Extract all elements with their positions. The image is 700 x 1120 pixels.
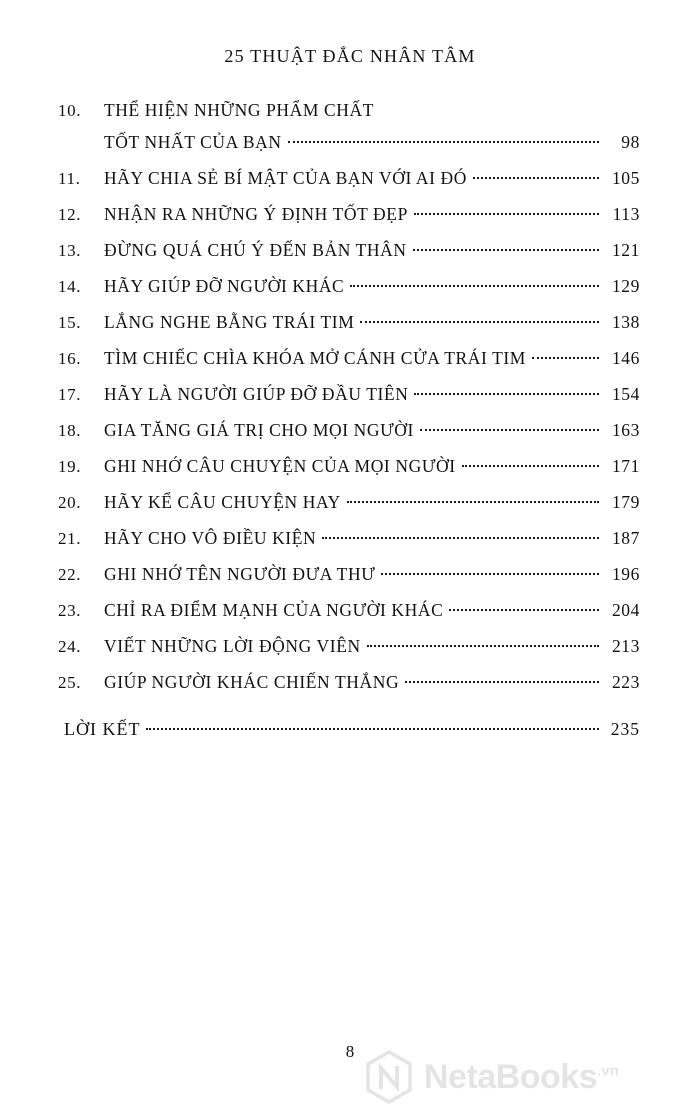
toc-entry[interactable] — [58, 564, 640, 585]
toc-page-number: 196 — [611, 564, 640, 584]
toc-entry-closing[interactable] — [58, 719, 640, 740]
leader-dots — [449, 609, 599, 611]
toc-page-number: 223 — [611, 672, 640, 692]
toc-page-number: 129 — [611, 276, 640, 296]
toc-number: 17. — [58, 385, 82, 404]
toc-page-number: 154 — [611, 384, 640, 404]
leader-dots — [462, 465, 599, 467]
toc-page-number: 138 — [611, 312, 640, 332]
toc-number: 19. — [58, 457, 82, 476]
toc-line — [104, 132, 640, 153]
toc-body — [104, 564, 640, 585]
toc-entry[interactable] — [58, 276, 640, 297]
toc-title: GIA TĂNG GIÁ TRỊ CHO MỌI NGƯỜI — [104, 420, 414, 440]
toc-page-number: 146 — [611, 348, 640, 368]
toc-number: 24. — [58, 637, 82, 656]
toc-body — [104, 636, 640, 657]
toc-number: 13. — [58, 241, 82, 260]
toc-number: 12. — [58, 205, 82, 224]
toc-entry[interactable] — [58, 100, 640, 153]
toc-entry[interactable] — [58, 528, 640, 549]
toc-page-number: 121 — [611, 240, 640, 260]
toc-title: HÃY CHO VÔ ĐIỀU KIỆN — [104, 528, 317, 548]
toc-number: 23. — [58, 601, 82, 620]
toc-body — [104, 456, 640, 477]
toc-line — [104, 420, 640, 441]
leader-dots — [347, 501, 599, 503]
toc-entry[interactable] — [58, 636, 640, 657]
toc-number: 18. — [58, 421, 82, 440]
toc-entry[interactable] — [58, 348, 640, 369]
toc-body — [104, 420, 640, 441]
toc-number: 15. — [58, 313, 82, 332]
toc-line — [104, 100, 640, 121]
toc-title: VIẾT NHỮNG LỜI ĐỘNG VIÊN — [104, 636, 361, 656]
toc-title: HÃY GIÚP ĐỠ NGƯỜI KHÁC — [104, 276, 345, 296]
toc-line — [104, 204, 640, 225]
toc-title: HÃY LÀ NGƯỜI GIÚP ĐỠ ĐẦU TIÊN — [104, 384, 409, 404]
toc-entry[interactable] — [58, 204, 640, 225]
toc-title-continued: TỐT NHẤT CỦA BẠN — [104, 132, 282, 152]
toc-number: 10. — [58, 101, 82, 120]
watermark-text — [424, 1058, 619, 1097]
toc-number: 21. — [58, 529, 82, 548]
leader-dots — [405, 681, 599, 683]
toc-title: TÌM CHIẾC CHÌA KHÓA MỞ CÁNH CỬA TRÁI TIM — [104, 348, 526, 368]
toc-body — [104, 204, 640, 225]
toc-number: 16. — [58, 349, 82, 368]
toc-line — [58, 719, 640, 740]
toc-page-number: 171 — [611, 456, 640, 476]
leader-dots — [420, 429, 599, 431]
leader-dots — [360, 321, 599, 323]
toc-entry[interactable] — [58, 240, 640, 261]
toc-title: LỜI KẾT — [64, 719, 141, 739]
toc-body — [58, 719, 640, 740]
toc-entry[interactable] — [58, 492, 640, 513]
leader-dots — [381, 573, 599, 575]
toc-title: ĐỪNG QUÁ CHÚ Ý ĐẾN BẢN THÂN — [104, 240, 407, 260]
toc-line — [104, 600, 640, 621]
toc-body — [104, 168, 640, 189]
toc-page-number: 98 — [621, 132, 640, 152]
toc-line — [104, 672, 640, 693]
toc-body — [104, 384, 640, 405]
toc-page-number: 163 — [611, 420, 640, 440]
toc-line — [104, 528, 640, 549]
toc-page-number: 105 — [611, 168, 640, 188]
watermark-suffix: .vn — [597, 1062, 619, 1080]
toc-number: 22. — [58, 565, 82, 584]
leader-dots — [532, 357, 599, 359]
leader-dots — [413, 249, 599, 251]
leader-dots — [146, 728, 599, 730]
toc-page-number: 213 — [611, 636, 640, 656]
toc-line — [104, 312, 640, 333]
leader-dots — [414, 393, 599, 395]
toc-entry[interactable] — [58, 456, 640, 477]
table-of-contents — [58, 100, 640, 755]
toc-entry[interactable] — [58, 168, 640, 189]
toc-line — [104, 456, 640, 477]
toc-body — [104, 276, 640, 297]
toc-body — [104, 312, 640, 333]
toc-line — [104, 636, 640, 657]
toc-page-number: 179 — [611, 492, 640, 512]
toc-number: 20. — [58, 493, 82, 512]
toc-entry[interactable] — [58, 384, 640, 405]
toc-number: 25. — [58, 673, 82, 692]
toc-body — [104, 492, 640, 513]
toc-entry[interactable] — [58, 672, 640, 693]
toc-line — [104, 348, 640, 369]
toc-entry[interactable] — [58, 600, 640, 621]
toc-number: 14. — [58, 277, 82, 296]
toc-title: LẮNG NGHE BẰNG TRÁI TIM — [104, 312, 355, 332]
toc-body — [104, 600, 640, 621]
toc-title: GHI NHỚ CÂU CHUYỆN CỦA MỌI NGƯỜI — [104, 456, 456, 476]
toc-body — [104, 348, 640, 369]
toc-title: NHẬN RA NHỮNG Ý ĐỊNH TỐT ĐẸP — [104, 204, 408, 224]
leader-dots — [322, 537, 599, 539]
leader-dots — [473, 177, 599, 179]
toc-line — [104, 240, 640, 261]
toc-entry[interactable] — [58, 312, 640, 333]
toc-body — [104, 240, 640, 261]
running-head: 25 THUẬT ĐẮC NHÂN TÂM — [224, 46, 476, 66]
hexagon-n-logo-icon — [362, 1050, 416, 1104]
toc-title: HÃY KỂ CÂU CHUYỆN HAY — [104, 492, 341, 512]
page-number: 8 — [345, 1042, 355, 1061]
toc-body — [104, 100, 640, 153]
toc-line — [104, 564, 640, 585]
toc-page-number: 113 — [612, 204, 640, 224]
toc-title: CHỈ RA ĐIỂM MẠNH CỦA NGƯỜI KHÁC — [104, 600, 444, 620]
leader-dots — [414, 213, 599, 215]
leader-dots — [367, 645, 599, 647]
toc-entry[interactable] — [58, 420, 640, 441]
toc-line — [104, 168, 640, 189]
toc-title: GIÚP NGƯỜI KHÁC CHIẾN THẮNG — [104, 672, 400, 692]
toc-number: 11. — [58, 169, 81, 188]
leader-dots — [288, 141, 599, 143]
toc-body — [104, 672, 640, 693]
toc-page-number: 204 — [611, 600, 640, 620]
toc-line — [104, 492, 640, 513]
toc-title: HÃY CHIA SẺ BÍ MẬT CỦA BẠN VỚI AI ĐÓ — [104, 168, 468, 188]
watermark — [362, 1050, 619, 1104]
toc-page-number: 187 — [611, 528, 640, 548]
toc-body — [104, 528, 640, 549]
watermark-name: NetaBooks — [424, 1057, 598, 1096]
toc-page-number: 235 — [610, 719, 640, 739]
toc-title: THỂ HIỆN NHỮNG PHẨM CHẤT — [104, 100, 375, 120]
toc-title: GHI NHỚ TÊN NGƯỜI ĐƯA THƯ — [104, 564, 376, 584]
leader-dots — [350, 285, 599, 287]
toc-line — [104, 384, 640, 405]
toc-line — [104, 276, 640, 297]
